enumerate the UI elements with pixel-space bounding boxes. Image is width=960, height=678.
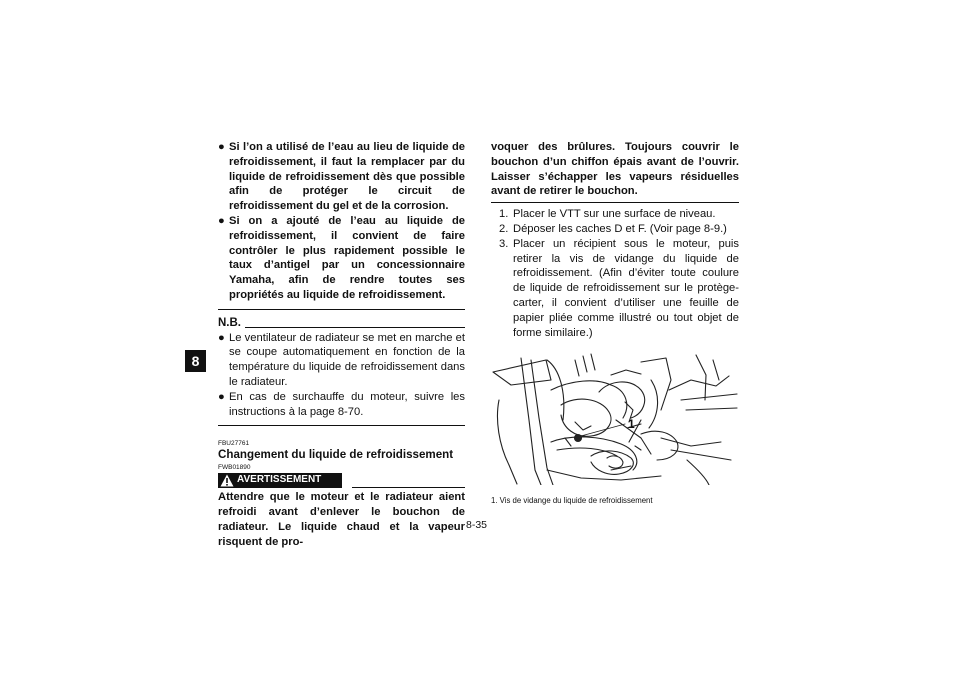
warning-line — [352, 487, 465, 488]
warning-icon — [220, 474, 234, 487]
nb-label: N.B. — [218, 316, 241, 329]
step-number: 3. — [499, 237, 509, 250]
bold-bullet-1 — [218, 140, 465, 214]
warning-code: FWB01890 — [218, 464, 251, 472]
section-title: Changement du liquide de refroidissement — [218, 448, 454, 462]
step-number: 1. — [499, 208, 509, 221]
section-tab: 8 — [185, 350, 206, 372]
bullet-dot: ● — [218, 141, 225, 153]
bullet-dot: ● — [218, 390, 225, 403]
warning-badge — [218, 473, 342, 488]
step-2 — [491, 222, 739, 237]
nb-line — [245, 327, 465, 328]
step-text: Déposer les caches D et F. (Voir page 8-9.) — [513, 222, 727, 235]
figure-caption: 1. Vis de vidange du liquide de refroidissement — [491, 496, 653, 506]
nb-bullet-1 — [218, 331, 465, 390]
engine-illustration — [491, 350, 739, 485]
callout-leader — [581, 424, 625, 436]
drain-bolt-marker — [575, 435, 582, 442]
bullet-text: Si l’on a utilisé de l’eau au lieu de liquide de refroidissement, il faut la remplacer par du liquide de refroidissement dès que possible afin de protéger le circuit de refroidissement du gel et de la corrosion. — [229, 141, 465, 213]
warning-header — [218, 473, 465, 488]
section-code: FBU27761 — [218, 440, 250, 448]
warning-text: Attendre que le moteur et le radiateur aient refroidi avant d’enlever le bouchon de radiateur. Le liquide chaud et la vapeur risquent de pro- — [218, 491, 465, 548]
bold-bullet-2 — [218, 214, 465, 303]
bullet-text: Si on a ajouté de l’eau au liquide de refroidissement, il convient de faire contrôler le plus rapidement possible le taux d’antigel par un concessionnaire Yamaha, afin de rendre toutes ses propriétés au liquide de refroidissement. — [229, 214, 465, 301]
nb-header — [218, 316, 465, 331]
bullet-text: Le ventilateur de radiateur se met en marche et se coupe automatiquement en fonction de la température du liquide de refroidissement dans le radiateur. — [229, 331, 465, 388]
bullet-dot: ● — [218, 214, 225, 227]
step-number: 2. — [499, 222, 509, 235]
right-column — [491, 140, 739, 509]
step-3 — [491, 237, 739, 341]
left-column — [218, 140, 465, 550]
warning-continued: voquer des brûlures. Toujours couvrir le bouchon d’un chiffon épais avant de l’ouvrir. Laisser s’échapper les vapeurs résiduelles avant de retirer le bouchon. — [491, 141, 739, 198]
page-number: 8-35 — [466, 519, 488, 531]
bullet-text: En cas de surchauffe du moteur, suivre les instructions à la page 8-70. — [229, 390, 465, 418]
nb-end-rule — [218, 425, 465, 426]
nb-bullet-2 — [218, 390, 465, 420]
step-1 — [491, 207, 739, 222]
step-text: Placer un récipient sous le moteur, puis retirer la vis de vidange du liquide de refroidissement. (Afin d’éviter toute coulure de liquide de refroidissement sur le protège-carter, il convient d’utiliser une feuille de papier pliée comme illustré ou tout objet de forme similaire.) — [513, 237, 739, 339]
engine-drawing — [491, 350, 739, 485]
callout-number: 1 — [628, 417, 635, 432]
bullet-dot: ● — [218, 331, 225, 344]
step-text: Placer le VTT sur une surface de niveau. — [513, 208, 716, 221]
warning-label: AVERTISSEMENT — [237, 474, 322, 486]
warning-end-rule-right — [491, 202, 739, 203]
warning-end-rule — [218, 309, 465, 310]
